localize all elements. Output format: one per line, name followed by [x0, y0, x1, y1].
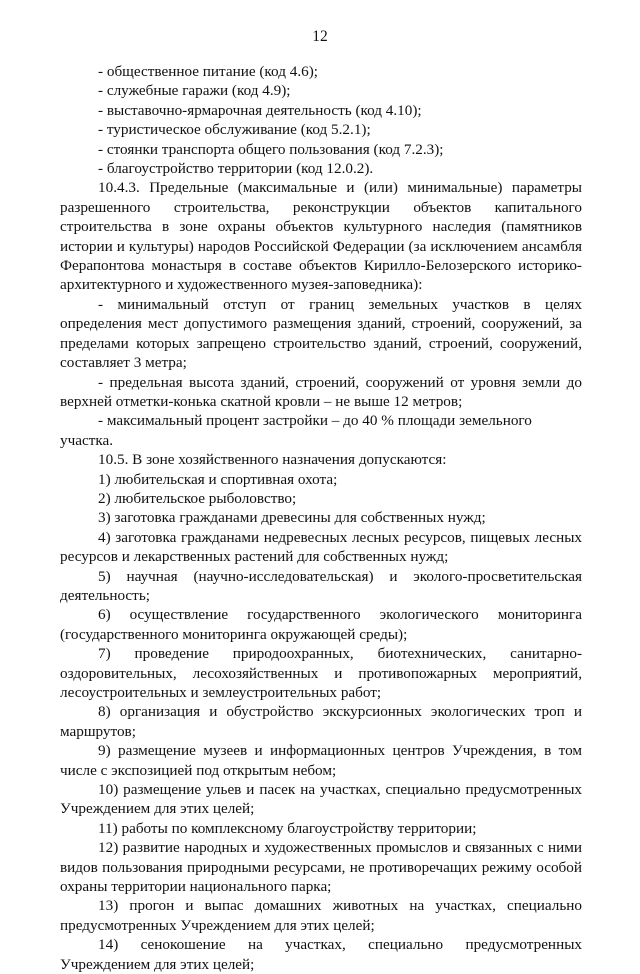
section-10-5: 10.5. В зоне хозяйственного назначения допускаются:	[98, 451, 447, 469]
permitted-item-13: 13) прогон и выпас домашних животных на участках, специально предусмотренных Учреждением для этих целей;	[60, 897, 582, 934]
list-item-exhibition: - выставочно-ярмарочная деятельность (код 4.10);	[98, 101, 422, 119]
param-max-coverage: - максимальный процент застройки – до 40 % площади земельного участка.	[60, 412, 532, 449]
permitted-item-10: 10) размещение ульев и пасек на участках, специально предусмотренных Учреждением для этих целей;	[60, 781, 582, 818]
permitted-item-5: 5) научная (научно-исследовательская) и эколого-просветительская деятельность;	[60, 567, 582, 604]
param-max-height: - предельная высота зданий, строений, сооружений от уровня земли до верхней отметки-конька скатной кровли – не выше 12 метров;	[60, 373, 582, 410]
permitted-item-9: 9) размещение музеев и информационных центров Учреждения, в том числе с экспозицией под открытым небом;	[60, 742, 582, 779]
list-item-public-catering: - общественное питание (код 4.6);	[98, 63, 318, 80]
permitted-item-14: 14) сенокошение на участках, специально предусмотренных Учреждением для этих целей;	[60, 936, 582, 973]
list-item-landscaping: - благоустройство территории (код 12.0.2).	[98, 160, 374, 178]
permitted-item-8: 8) организация и обустройство экскурсионных экологических троп и маршрутов;	[60, 703, 582, 740]
permitted-item-4: 4) заготовка гражданами недревесных лесных ресурсов, пищевых лесных ресурсов и лекарственных растений для собственных нужд;	[60, 528, 582, 566]
permitted-item-3: 3) заготовка гражданами древесины для собственных нужд;	[98, 509, 486, 527]
permitted-item-11: 11) работы по комплексному благоустройству территории;	[98, 819, 477, 837]
section-10-4-3: 10.4.3. Предельные (максимальные и (или) минимальные) параметры разрешенного строительства, реконструкции объектов капитального строительства в зоне охраны объектов культурного наследия (памятников истории и культуры) народов Российской Федерации (за исключением ансамбля Ферапонтова монастыря в составе объектов Кирилло-Белозерского историко-архитектурного и художественного музея-заповедника):	[60, 179, 582, 294]
param-min-setback: - минимальный отступ от границ земельных участков в целях определения мест допустимого размещения зданий, строений, сооружений, за пределами которых запрещено строительство зданий, строений, сооружений, составляет 3 метра;	[60, 295, 582, 372]
list-item-tourism: - туристическое обслуживание (код 5.2.1);	[98, 121, 371, 139]
permitted-item-2: 2) любительское рыболовство;	[98, 489, 297, 507]
document-body	[60, 62, 582, 974]
permitted-item-7: 7) проведение природоохранных, биотехнических, санитарно-оздоровительных, лесохозяйственных и противопожарных мероприятий, лесоустроительных и землеустроительных работ;	[60, 645, 582, 701]
list-item-service-garages: - служебные гаражи (код 4.9);	[98, 82, 291, 100]
page-number: 12	[312, 28, 328, 45]
list-item-parking: - стоянки транспорта общего пользования (код 7.2.3);	[98, 140, 444, 158]
permitted-item-12: 12) развитие народных и художественных промыслов и связанных с ними видов пользования природными ресурсами, не противоречащих режиму особой охраны территории национального парка;	[60, 839, 582, 896]
permitted-item-6: 6) осуществление государственного экологического мониторинга (государственного мониторинга окружающей среды);	[60, 606, 582, 643]
permitted-item-1: 1) любительская и спортивная охота;	[98, 470, 338, 488]
